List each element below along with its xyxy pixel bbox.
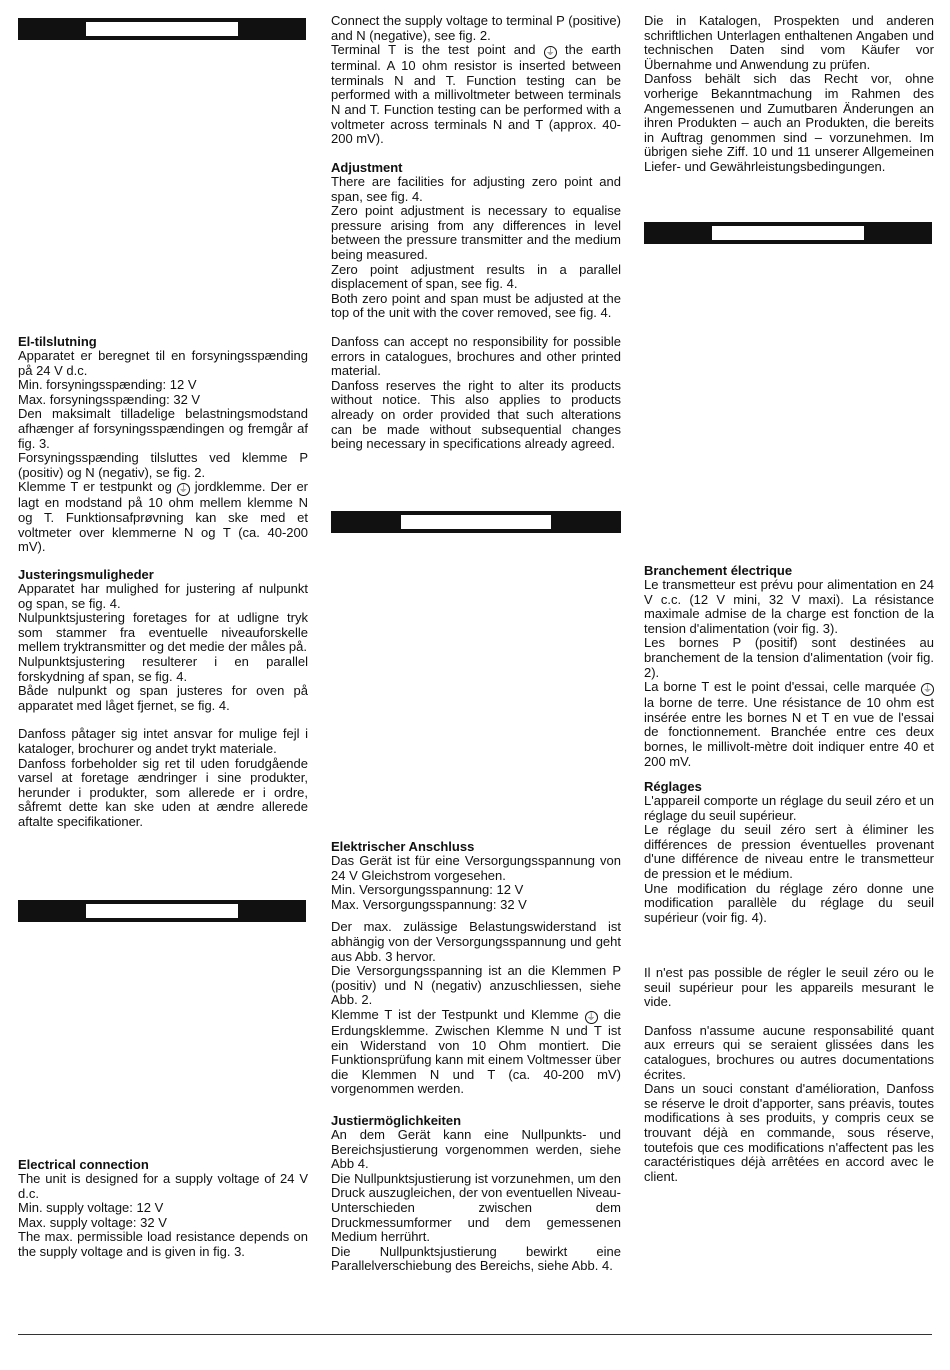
paragraph: Zero point adjustment results in a parallel displacement of span, see fig. 4. (331, 261, 621, 292)
paragraph: An dem Gerät kann eine Nullpunkts- und Bereichsjustierung vorgenommen werden, siehe Abb 4. (331, 1127, 621, 1172)
section-title: El-tilslutning (18, 334, 97, 349)
paragraph: Max. forsyningsspænding: 32 V (18, 391, 201, 407)
section-title: Branchement électrique (644, 563, 793, 578)
section-justeringsmuligheder (18, 567, 308, 830)
paragraph: Die Nullpunktsjustierung ist vorzunehmen, um den Druck auszugleichen, der von eventuellen Niveau-Unterschieden zwischen dem Druckmessumformer und dem gemessenen Medium herrührt. (331, 1170, 621, 1245)
language-header-bar-danish (18, 18, 306, 40)
section-german-disclaimer (644, 14, 934, 175)
text-span: La borne T est le point d'essai, celle marquée (644, 679, 921, 695)
paragraph: Une modification du réglage zéro donne une modification parallèle du réglage du seuil supérieur (voir fig. 4). (644, 880, 934, 925)
paragraph: Min. Versorgungsspannung: 12 V (331, 882, 524, 898)
language-header-bar-german (331, 511, 621, 533)
section-elektrischer-anschluss (331, 839, 621, 1097)
section-title: Justiermöglichkeiten (331, 1113, 462, 1128)
paragraph: Den maksimalt tilladelige belastningsmodstand afhænger af forsyningsspændingen og fremgår af fig. 3. (18, 406, 308, 451)
paragraph: Forsyningsspænding tilsluttes ved klemme P (positiv) og N (negativ), se fig. 2. (18, 450, 308, 480)
paragraph: Min. supply voltage: 12 V (18, 1200, 164, 1216)
text-span: Terminal T is the test point and (331, 42, 544, 58)
paragraph (18, 480, 308, 554)
paragraph: Les bornes P (positif) sont destinées au branchement de la tension d'alimentation (voir fig. 2). (644, 635, 934, 680)
paragraph: L'appareil comporte un réglage du seuil zéro et un réglage du seuil supérieur. (644, 793, 934, 823)
section-electrical-connection-continued (331, 14, 621, 147)
paragraph (331, 43, 621, 147)
paragraph: Die Nullpunktsjustierung bewirkt eine Parallelverschiebung des Bereichs, siehe Abb. 4. (331, 1243, 621, 1274)
language-header-box (401, 515, 551, 529)
section-electrical-connection (18, 1157, 308, 1260)
section-title: Electrical connection (18, 1157, 149, 1172)
section-reglages (644, 779, 934, 925)
paragraph: Das Gerät ist für eine Versorgungsspannung von 24 V Gleichstrom vorgesehen. (331, 853, 621, 883)
paragraph: Die in Katalogen, Prospekten und anderen schriftlichen Unterlagen enthaltenen Angaben und technischen Daten sind vom Käufer vor Übernahme und Anwendung zu prüfen. (644, 13, 934, 72)
paragraph: Danfoss n'assume aucune responsabilité quant aux erreurs qui se seraient glissées dans les catalogues, brochures ou autres documentations écrites. (644, 1022, 934, 1082)
section-title: Justeringsmuligheder (18, 567, 154, 582)
section-title: Adjustment (331, 160, 403, 175)
paragraph: Max. supply voltage: 32 V (18, 1214, 167, 1230)
section-french-notes (644, 966, 934, 1184)
earth-ground-icon: ⏚ (545, 47, 555, 58)
language-header-box (86, 904, 238, 918)
text-span: die Erdungsklemme. Zwischen Klemme N und T ist ein Widerstand von 10 Ohm montiert. Die Funktionsprüfung kann mit einem Voltmesser über die Klemmen N und T (ca. 40-200 mV) vorgenommen werden. (331, 1006, 621, 1097)
paragraph: Danfoss forbeholder sig ret til uden forudgående varsel at foretage ændringer i sine produkter, herunder i produkter, som allerede er i ordre, såfremt dette kan ske uden at ændre allerede aftalte specifikationer. (18, 755, 308, 829)
text-span: Klemme T ist der Testpunkt und Klemme (331, 1006, 585, 1022)
earth-ground-icon: ⏚ (586, 1011, 596, 1022)
section-title: Elektrischer Anschluss (331, 839, 475, 854)
paragraph: Danfoss can accept no responsibility for possible errors in catalogues, brochures and other printed material. (331, 333, 621, 379)
paragraph: Il n'est pas possible de régler le seuil zéro ou le seuil supérieur pour les appareils mesurant le vide. (644, 965, 934, 1010)
paragraph: Danfoss reserves the right to alter its products without notice. This also applies to products already on order provided that such alterations can be made without subsequential changes being necessary in specifications already agreed. (331, 377, 621, 452)
language-header-box (86, 22, 238, 36)
text-span: Klemme T er testpunkt og (18, 479, 177, 495)
paragraph: Zero point adjustment is necessary to equalise pressure arising from any differences in level between the pressure transmitter and the medium being measured. (331, 203, 621, 262)
paragraph: Min. forsyningsspænding: 12 V (18, 377, 197, 393)
paragraph: Apparatet er beregnet til en forsyningsspænding på 24 V d.c. (18, 348, 308, 378)
paragraph: Nulpunktsjustering resulterer i en parallel forskydning af span, se fig. 4. (18, 653, 308, 684)
paragraph: Både nulpunkt og span justeres for oven på apparatet med låget fjernet, se fig. 4. (18, 683, 308, 713)
paragraph (331, 1008, 621, 1097)
paragraph: Max. Versorgungsspannung: 32 V (331, 896, 527, 912)
paragraph: Le réglage du seuil zéro sert à éliminer les différences de pression éventuelles provenant d'une différence de niveau entre le transmetteur de pression et le médium. (644, 822, 934, 881)
paragraph: Der max. zulässige Belastungswiderstand ist abhängig von der Versorgungsspannung und geht aus Abb. 3 hervor. (331, 919, 621, 964)
paragraph: Dans un souci constant d'amélioration, Danfoss se réserve le droit d'apporter, sans préavis, toutes modifications à ses produits, y compris ceux se trouvant déjà en commande, sous réserve, toutefois que ces modifications n'affectent pas les caractéristiques déjà arrêtées en accord avec le client. (644, 1081, 934, 1184)
text-span: jordklemme. Der er lagt en modstand på 10 ohm mellem klemme N og T. Funktionsafprøvning kan ske med et voltmeter over klemmerne N og T (ca. 40-200 mV). (18, 479, 308, 555)
earth-ground-icon: ⏚ (178, 484, 188, 495)
section-branchement-electrique (644, 563, 934, 769)
paragraph (644, 680, 934, 769)
section-justiermoeglichkeiten (331, 1113, 621, 1274)
earth-ground-icon: ⏚ (922, 684, 932, 695)
section-title: Réglages (644, 779, 702, 794)
paragraph: Both zero point and span must be adjusted at the top of the unit with the cover removed, see fig. 4. (331, 290, 621, 321)
paragraph: There are facilities for adjusting zero point and span, see fig. 4. (331, 174, 621, 204)
language-header-bar-french (644, 222, 932, 244)
paragraph: Nulpunktsjustering foretages for at udligne tryk som stammer fra eventuelle niveauforskelle mellem tryktransmitter og det medie der måles på. (18, 610, 308, 655)
paragraph: Danfoss behält sich das Recht vor, ohne vorherige Bekanntmachung im Rahmen des Angemessenen und Zumutbaren Änderungen an ihren Produkten – auch an Produkten, die bereits in Auftrag genommen sind – vorzunehmen. Im übrigen siehe Ziff. 10 und 11 unserer Allgemeinen Liefer- und Gewährleistungsbedingungen. (644, 71, 934, 174)
section-adjustment (331, 160, 621, 452)
paragraph: Connect the supply voltage to terminal P (positive) and N (negative), see fig. 2. (331, 13, 621, 43)
text-span: the earth terminal. A 10 ohm resistor is inserted between terminals N and T. Function testing can be performed with a millivoltmeter between terminals N and T. Function testing can be performed with a voltmeter across terminals N and T (approx. 40-200 mV). (331, 42, 622, 147)
language-header-box (712, 226, 864, 240)
section-el-tilslutning (18, 334, 308, 555)
paragraph: Danfoss påtager sig intet ansvar for mulige fejl i kataloger, brochurer og andet trykt materiale. (18, 726, 308, 756)
paragraph: The unit is designed for a supply voltage of 24 V d.c. (18, 1171, 308, 1201)
paragraph: The max. permissible load resistance depends on the supply voltage and is given in fig. 3. (18, 1229, 308, 1259)
text-span: la borne de terre. Une résistance de 10 ohm est insérée entre les bornes N et T en vue de l'essai de fonctionnement. Branchée entre ces deux bornes, le millivolt-mètre doit indiquer entre 40 et 200 mV. (644, 695, 934, 769)
page-bottom-rule (18, 1334, 932, 1335)
paragraph: Apparatet har mulighed for justering af nulpunkt og span, se fig. 4. (18, 581, 308, 611)
paragraph: Die Versorgungsspanning ist an die Klemmen P (positiv) und N (negativ) anzuschliessen, siehe Abb. 2. (331, 963, 621, 1008)
paragraph: Le transmetteur est prévu pour alimentation en 24 V c.c. (12 V mini, 32 V maxi). La résistance maximale admise de la charge est fonction de la tension d'alimentation (voir fig. 3). (644, 577, 934, 636)
language-header-bar-english (18, 900, 306, 922)
